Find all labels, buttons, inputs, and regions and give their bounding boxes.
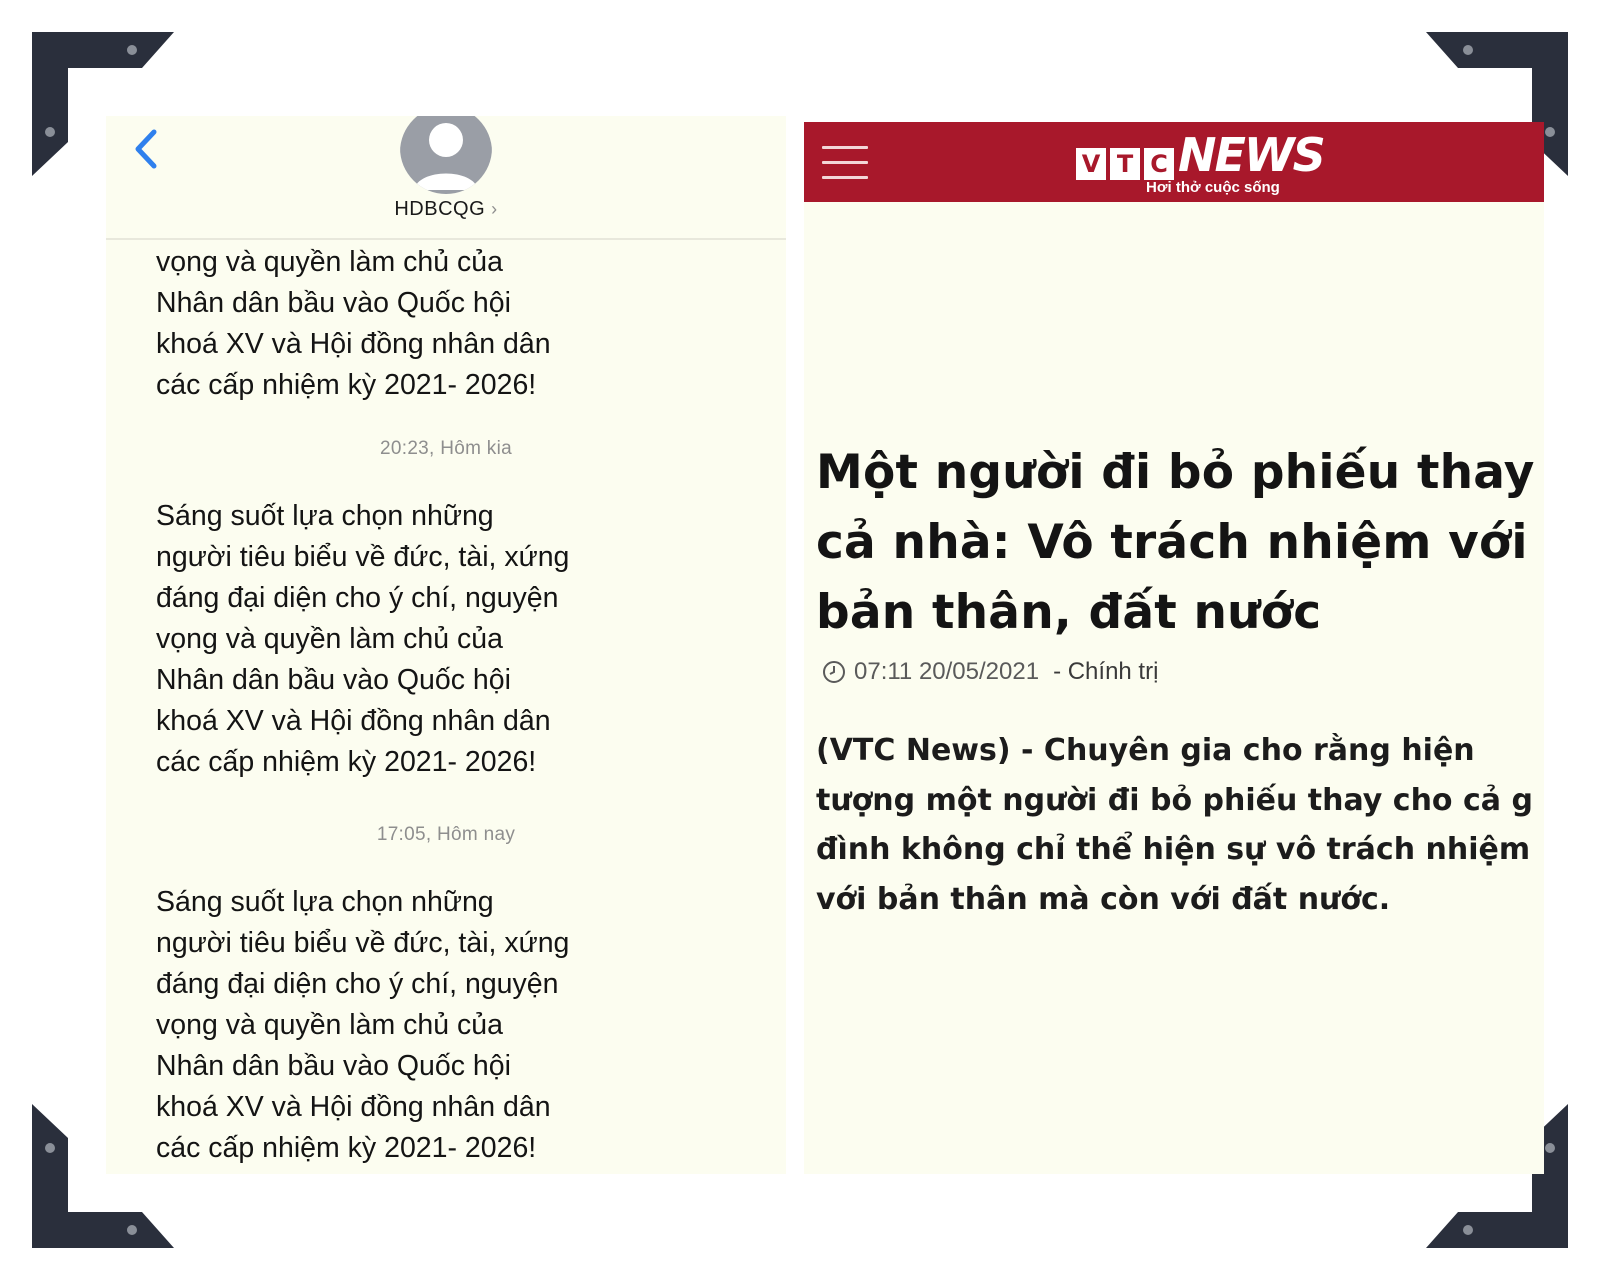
chevron-left-icon[interactable] [132,126,160,172]
message-bubble: vọng và quyền làm chủ của Nhân dân bầu vào Quốc hội khoá XV và Hội đồng nhân dân các cấp nhiệm kỳ 2021- 2026! [156,246,551,401]
message-timestamp: 20:23, Hôm kia [380,438,512,459]
clock-icon [822,660,846,684]
news-article [804,122,1544,1174]
sms-thread [106,116,786,1174]
chevron-right-icon: › [491,199,498,219]
logo-letter: V [1076,148,1106,180]
contact-name-button[interactable] [106,198,786,221]
logo-wordmark: NEWS [1178,128,1324,182]
article-meta [822,658,1158,686]
article-category-link[interactable]: - Chính trị [1053,658,1159,685]
article-headline: Một người đi bỏ phiếu thay cả nhà: Vô trách nhiệm với bản thân, đất nước [816,445,1535,640]
article-time: 07:11 20/05/2021 [854,658,1040,685]
message-timestamp: 17:05, Hôm nay [376,824,516,845]
sms-header [106,116,786,240]
message-bubble: Sáng suốt lựa chọn những người tiêu biểu về đức, tài, xứng đáng đại diện cho ý chí, nguyện vọng và quyền làm chủ của Nhân dân bầu vào Quốc hội khoá XV và Hội đồng nhân dân các cấp nhiệm kỳ 2021- 2026! [156,500,570,778]
logo-letters [1076,148,1174,180]
message-bubble: Sáng suốt lựa chọn những người tiêu biểu về đức, tài, xứng đáng đại diện cho ý chí, nguyện vọng và quyền làm chủ của Nhân dân bầu vào Quốc hội khoá XV và Hội đồng nhân dân các cấp nhiệm kỳ 2021- 2026! [156,886,570,1164]
logo-tagline: Hơi thở cuộc sống [1146,179,1280,196]
logo-letter: T [1110,148,1140,180]
person-icon[interactable] [400,116,492,194]
site-logo[interactable] [1076,130,1336,196]
hamburger-menu-icon[interactable] [822,146,868,180]
article-lead: (VTC News) - Chuyên gia cho rằng hiện tượng một người đi bỏ phiếu thay cho cả g đình không chỉ thể hiện sự vô trách nhiệm với bản thân mà còn với đất nước. [816,733,1533,917]
contact-name: HDBCQG [394,198,486,220]
logo-letter: C [1144,148,1174,180]
site-header [804,122,1544,202]
